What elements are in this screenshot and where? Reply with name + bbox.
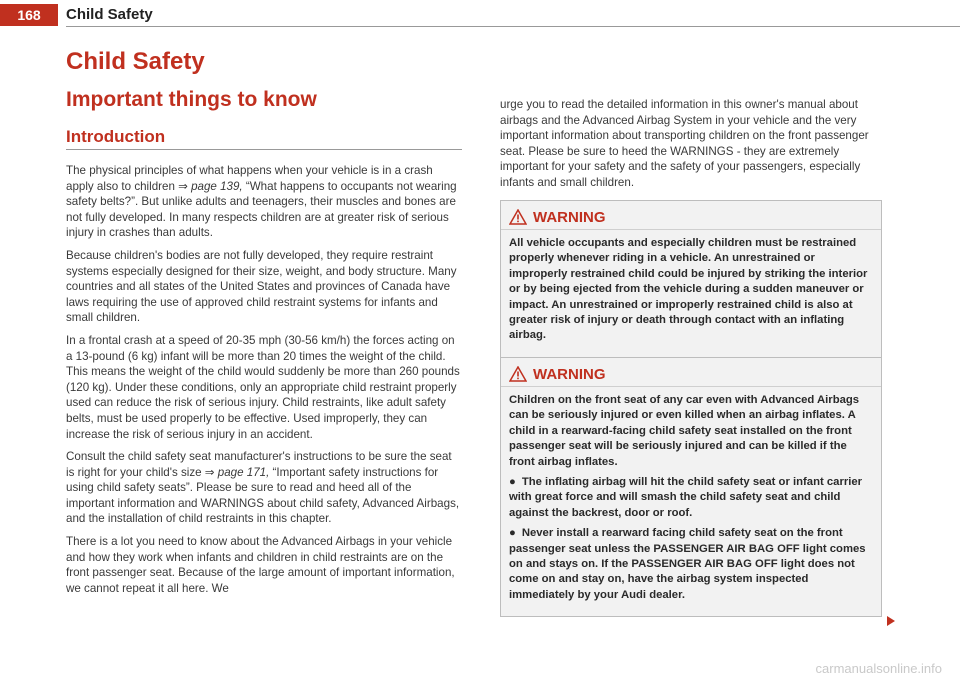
page-number: 168 [0, 4, 58, 26]
watermark: carmanualsonline.info [815, 661, 942, 676]
warning-box-2 [500, 357, 882, 617]
warning-header [501, 205, 881, 230]
running-header-title: Child Safety [66, 6, 153, 23]
page-reference-link[interactable]: page 171, [217, 465, 270, 479]
warning-bullet: ● Never install a rearward facing child safety seat on the front passenger seat unless the PASSENGER AIR BAG OFF light comes on and stays on. If the PASSENGER AIR BAG OFF light does not come on and stay on, have the airbag system inspected immediately by your Audi dealer. [509, 527, 866, 601]
paragraph-4: Consult the child safety seat manufacturer's instructions to be sure the seat is right for your child's size ⇒ page 171, “Important safety instructions for using child safety seats”. Please be sure to read and heed all of the important information and WARNINGS about child safety, Advanced Airbags, and the installation of child restraints in this chapter. [66, 450, 460, 526]
warning-triangle-icon [509, 209, 527, 225]
section-title: Important things to know [66, 88, 317, 111]
bullet-icon: ● [509, 527, 516, 540]
warning-text: All vehicle occupants and especially children must be restrained properly whenever riding in a vehicle. An unrestrained or improperly restrained child could be injured by striking the interior or by being ejected from the vehicle during a sudden maneuver or impact. An unrestrained or improperly restrained child is also at greater risk of injury or death through contact with an inflating airbag. [509, 237, 868, 342]
warning-title: WARNING [533, 208, 606, 226]
page-header [0, 0, 960, 28]
warning-header [501, 362, 881, 387]
paragraph-1: The physical principles of what happens when your vehicle is in a crash apply also to children ⇒ page 139, “What happens to occupants not wearing safety belts?”. But unlike adults and teenagers, their muscles and bones are not fully developed. In many respects children are at greater risk of serious injury in crashes than adults. [66, 164, 457, 240]
subsection-title: Introduction [66, 127, 166, 146]
paragraph-3: In a frontal crash at a speed of 20-35 mph (30-56 km/h) the forces acting on a 13-pound (6 kg) infant will be more than 20 times the weight of the child. This means the weight of the child would suddenly be more than 260 pounds (120 kg). Under these conditions, only an appropriate child restraint properly used can reduce the risk of serious injury. Child restraints, like adult safety belts, must be used properly to be effective. Used improperly, they can increase the risk of serious injury in an accident. [66, 333, 460, 441]
subsection-divider [66, 149, 462, 150]
paragraph-5: There is a lot you need to know about the Advanced Airbags in your vehicle and how they work when infants and children in child restraints are on the front passenger seat. Because of the large amount of important information, we cannot repeat it all here. We [66, 535, 455, 595]
right-column-intro [500, 97, 884, 191]
warning-box-1 [500, 200, 882, 358]
chapter-title: Child Safety [66, 48, 205, 75]
warning-title: WARNING [533, 365, 606, 383]
continue-arrow-icon[interactable] [887, 616, 895, 626]
header-divider [66, 26, 960, 27]
warning-bullet: ● The inflating airbag will hit the child safety seat or infant carrier with great force and will smash the child safety seat and child against the backrest, door or roof. [509, 476, 863, 519]
left-column [66, 163, 462, 603]
warning-text: Children on the front seat of any car even with Advanced Airbags can be seriously injured or even killed when an airbag inflates. A child in a rearward-facing child safety seat installed on the front passenger seat will be seriously injured and can be killed if the front airbag inflates. [509, 394, 860, 468]
bullet-icon: ● [509, 476, 516, 489]
warning-triangle-icon [509, 366, 527, 382]
paragraph-2: Because children's bodies are not fully developed, they require restraint systems especially designed for their size, weight, and body structure. Many countries and all states of the United States and provinces of Canada have laws requiring the use of approved child restraint systems for infants and small children. [66, 248, 457, 325]
paragraph-continued: urge you to read the detailed information in this owner's manual about airbags and the Advanced Airbag System in your vehicle and the very important information about transporting children on the front passenger seat. Please be sure to heed the WARNINGS - they are extremely important for your safety and the safety of your passengers, especially infants and small children. [500, 98, 869, 189]
page-reference-link[interactable]: page 139, [191, 179, 243, 193]
